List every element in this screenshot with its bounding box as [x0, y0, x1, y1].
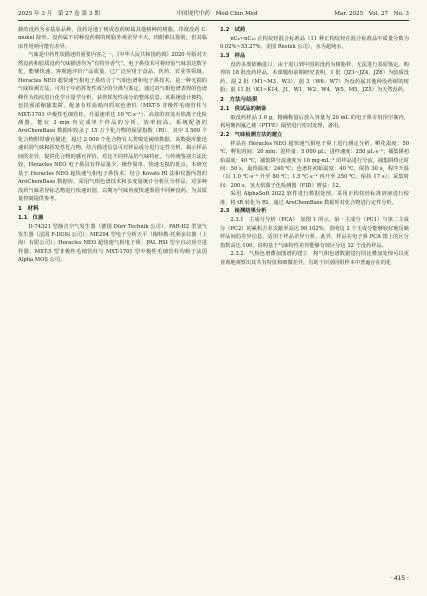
- section-heading: 2 方法与结果: [220, 96, 258, 103]
- body-paragraph: 载的没药为多基原品种。没药是地丁树或没药树属其他树种的树脂，印度没药 C. mukul 除外。没药属不同种没药树的树脂外观差异不大，肉眼难以鉴别，但其临床作用则可能有差异。: [18, 27, 207, 50]
- section-heading: 1 材料: [18, 205, 39, 212]
- body-paragraph: 没药多部依赖进口，由于进口到中国的没药为树脂样，无法进行基原鉴定。购得的 18 批没药样品，本课题组前期研究表明，1 批（JZ1~JZ4、JZ6）为胶质没药，混 2 批（M1~M3、W3）、混 3（W6、W7）为没药属其他种没药树的树脂；混 11 批（K1~K14、J1、W1、W2、W4、W5、M5、JZ5）为天然没药。: [220, 61, 409, 94]
- right-column: [220, 26, 409, 267]
- body-paragraph: D-74321 型静音空气发生器（德国 Dürr Technik 公司）；PAR-H2 型氢气发生器（法国 F-DGSi 公司）；ME204 型电子分析天平（梅特勒-托利多仪器（上海）有限公司）；Heracles NEO 超快速气相电子鼻、PAL RSI 型全自动顶空进样器、MXT-5 型非极性毛细管柱与 MXT-1701 型中极性毛细管柱均购于法国 Alpha MOS 公司。: [18, 223, 207, 264]
- running-header: [18, 6, 409, 21]
- subsection-heading: 2.1 供试品的制备: [220, 105, 267, 112]
- subsection-heading: 2.2 气味检测方法的建立: [220, 131, 283, 138]
- body-paragraph: 2.3.2 气相色谱叠加图谱的建立 将气相色谱数据进行同比叠加处理可以更直观地观察出其共有特征和细微差异，有助于识别同组样本中普遍存在的化: [220, 251, 409, 266]
- page-number: · 415 ·: [389, 575, 409, 582]
- header-date-volume: 2025 年 3 月 第 27 卷 第 3 期: [18, 11, 100, 17]
- body-paragraph: 气味是中药性状描述的重要内容之一，《中华人民共和国药典》2020 年版对天然没药和胶质没药气味描述均为“有特异香气”。电子鼻技术可将经验气味表达数字化，能够快速、客观地评价产品质量，已广泛应用于食品、医药、农业等领域。Heracles NEO 超快速气相电子鼻结合了气相色谱和电子鼻技术，是一种无损的气味检测方法，可用于中药挥发性成分的分离与鉴定，通过对气相色谱表得的色谱峰作为指纹进行化学计量学分析，获得挥发性成分的整体信息。该系统设计独特，包括预浓缩捕集阱、配备有柱温箱内的双色谱柱（MXT-5 非极性毛细管柱与 MXT-1701 中极性毛细管柱，升温速率达 10 ℃·s⁻¹）、高效的双氢火焰离子化检测器，能在 3 min 内完成单个样品的分析，效率较高。系统配备的 AroChemBase 数据库收录了 15 万个化合物的保留指数（RI），其中 3 500 个化合物附带感官描述，超过 2 000 个化合物有人类嗅觉阈值数据。该数据库能迅速识别气味和挥发性化合物，结合描述信息可对样品成分进行定性分析，揭示样品间的差异，提供化合物的感官评价，对比不同样品的气味特征。与传统鉴别方法比较，Heracles NEO 电子鼻具有样品量少、操作简单、快速无损的优点。本研究基于 Heracles NEO 超快速气相电子鼻技术，结合 Kovats RI 法和仪器内置的 AroChemBase 数据库，采用气相色谱技术和多变量统计分析区分样品，对多种没药气味差异标志物进行快速识别，以期为气味角度快速鉴别不同种没药，为其质量控制提供参考。: [18, 52, 207, 203]
- body-paragraph: 取没药样品 1.0 g，精确称量后放入容量为 20 mL 的电子鼻专用顶空瓶内，利用聚四氟乙烯（PTFE）隔垫进行密封处理，备用。: [220, 114, 409, 130]
- header-volume-en: Mar. 2025 Vol. 27 No. 3: [334, 11, 409, 17]
- header-journal-title: 中国现代中药 Mod Chin Med: [176, 11, 258, 17]
- subsection-heading: 1.3 样品: [220, 52, 246, 59]
- body-paragraph: 样品在 Heracles NEO 超快速气相电子鼻上进行测定分析。孵化温度：50 ℃，孵化时间：20 min；进样量：5 000 μL；进样速度：250 μL·s⁻¹；捕集阱初始温度：40 ℃，捕集阱分流速度为 10 mg·mL⁻¹ 的样品进行分流，捕集阱终止时间：50 s，最终温度：240 ℃；色谱柱初始温度：40 ℃，保持 30 s，程序升温（以 1.0 ℃·s⁻¹ 升至 80 ℃；1.5 ℃·s⁻¹ 再升至 250 ℃，保持 17 s）；采集时间：200 s，氢火焰离子化检测器（FID）增益：12。: [220, 140, 409, 189]
- subsection-heading: 1.1 仪器: [18, 214, 44, 221]
- body-paragraph: 采用 AlphaSoft 2022 软件进行数据处理。采用正构烷烃标准溶液进行校准，将 tR 转化为 RI，通过 AroChemBase 数据库对化合物进行定性分析。: [220, 191, 409, 206]
- subsection-heading: 2.3 检测结果分析: [220, 208, 267, 215]
- left-column: [18, 26, 207, 265]
- subsection-heading: 1.2 试药: [220, 27, 246, 33]
- body-paragraph: 2.3.1 主成分分析（PCA） 如图 1 所示，第一主成分（PC1）与第二主成分（PC2）的累积方差贡献率高达 99.102%，表明这 2 个主成分能够较好地反映样品间的差异信息，适用于样品差异分析。此外，样品在电子鼻 PCA 图上的区分指数高达 100，说明基于气味特性差异能够有效区分这 32 个没药样品。: [220, 217, 409, 249]
- body-paragraph: nC₆~nC₁₆ 正构烷烃混合标准品（11 种正构烷烃在混合标准品中质量分数为 0.02%~53.27%，美国 Restek 公司），水为超纯水。: [220, 36, 409, 51]
